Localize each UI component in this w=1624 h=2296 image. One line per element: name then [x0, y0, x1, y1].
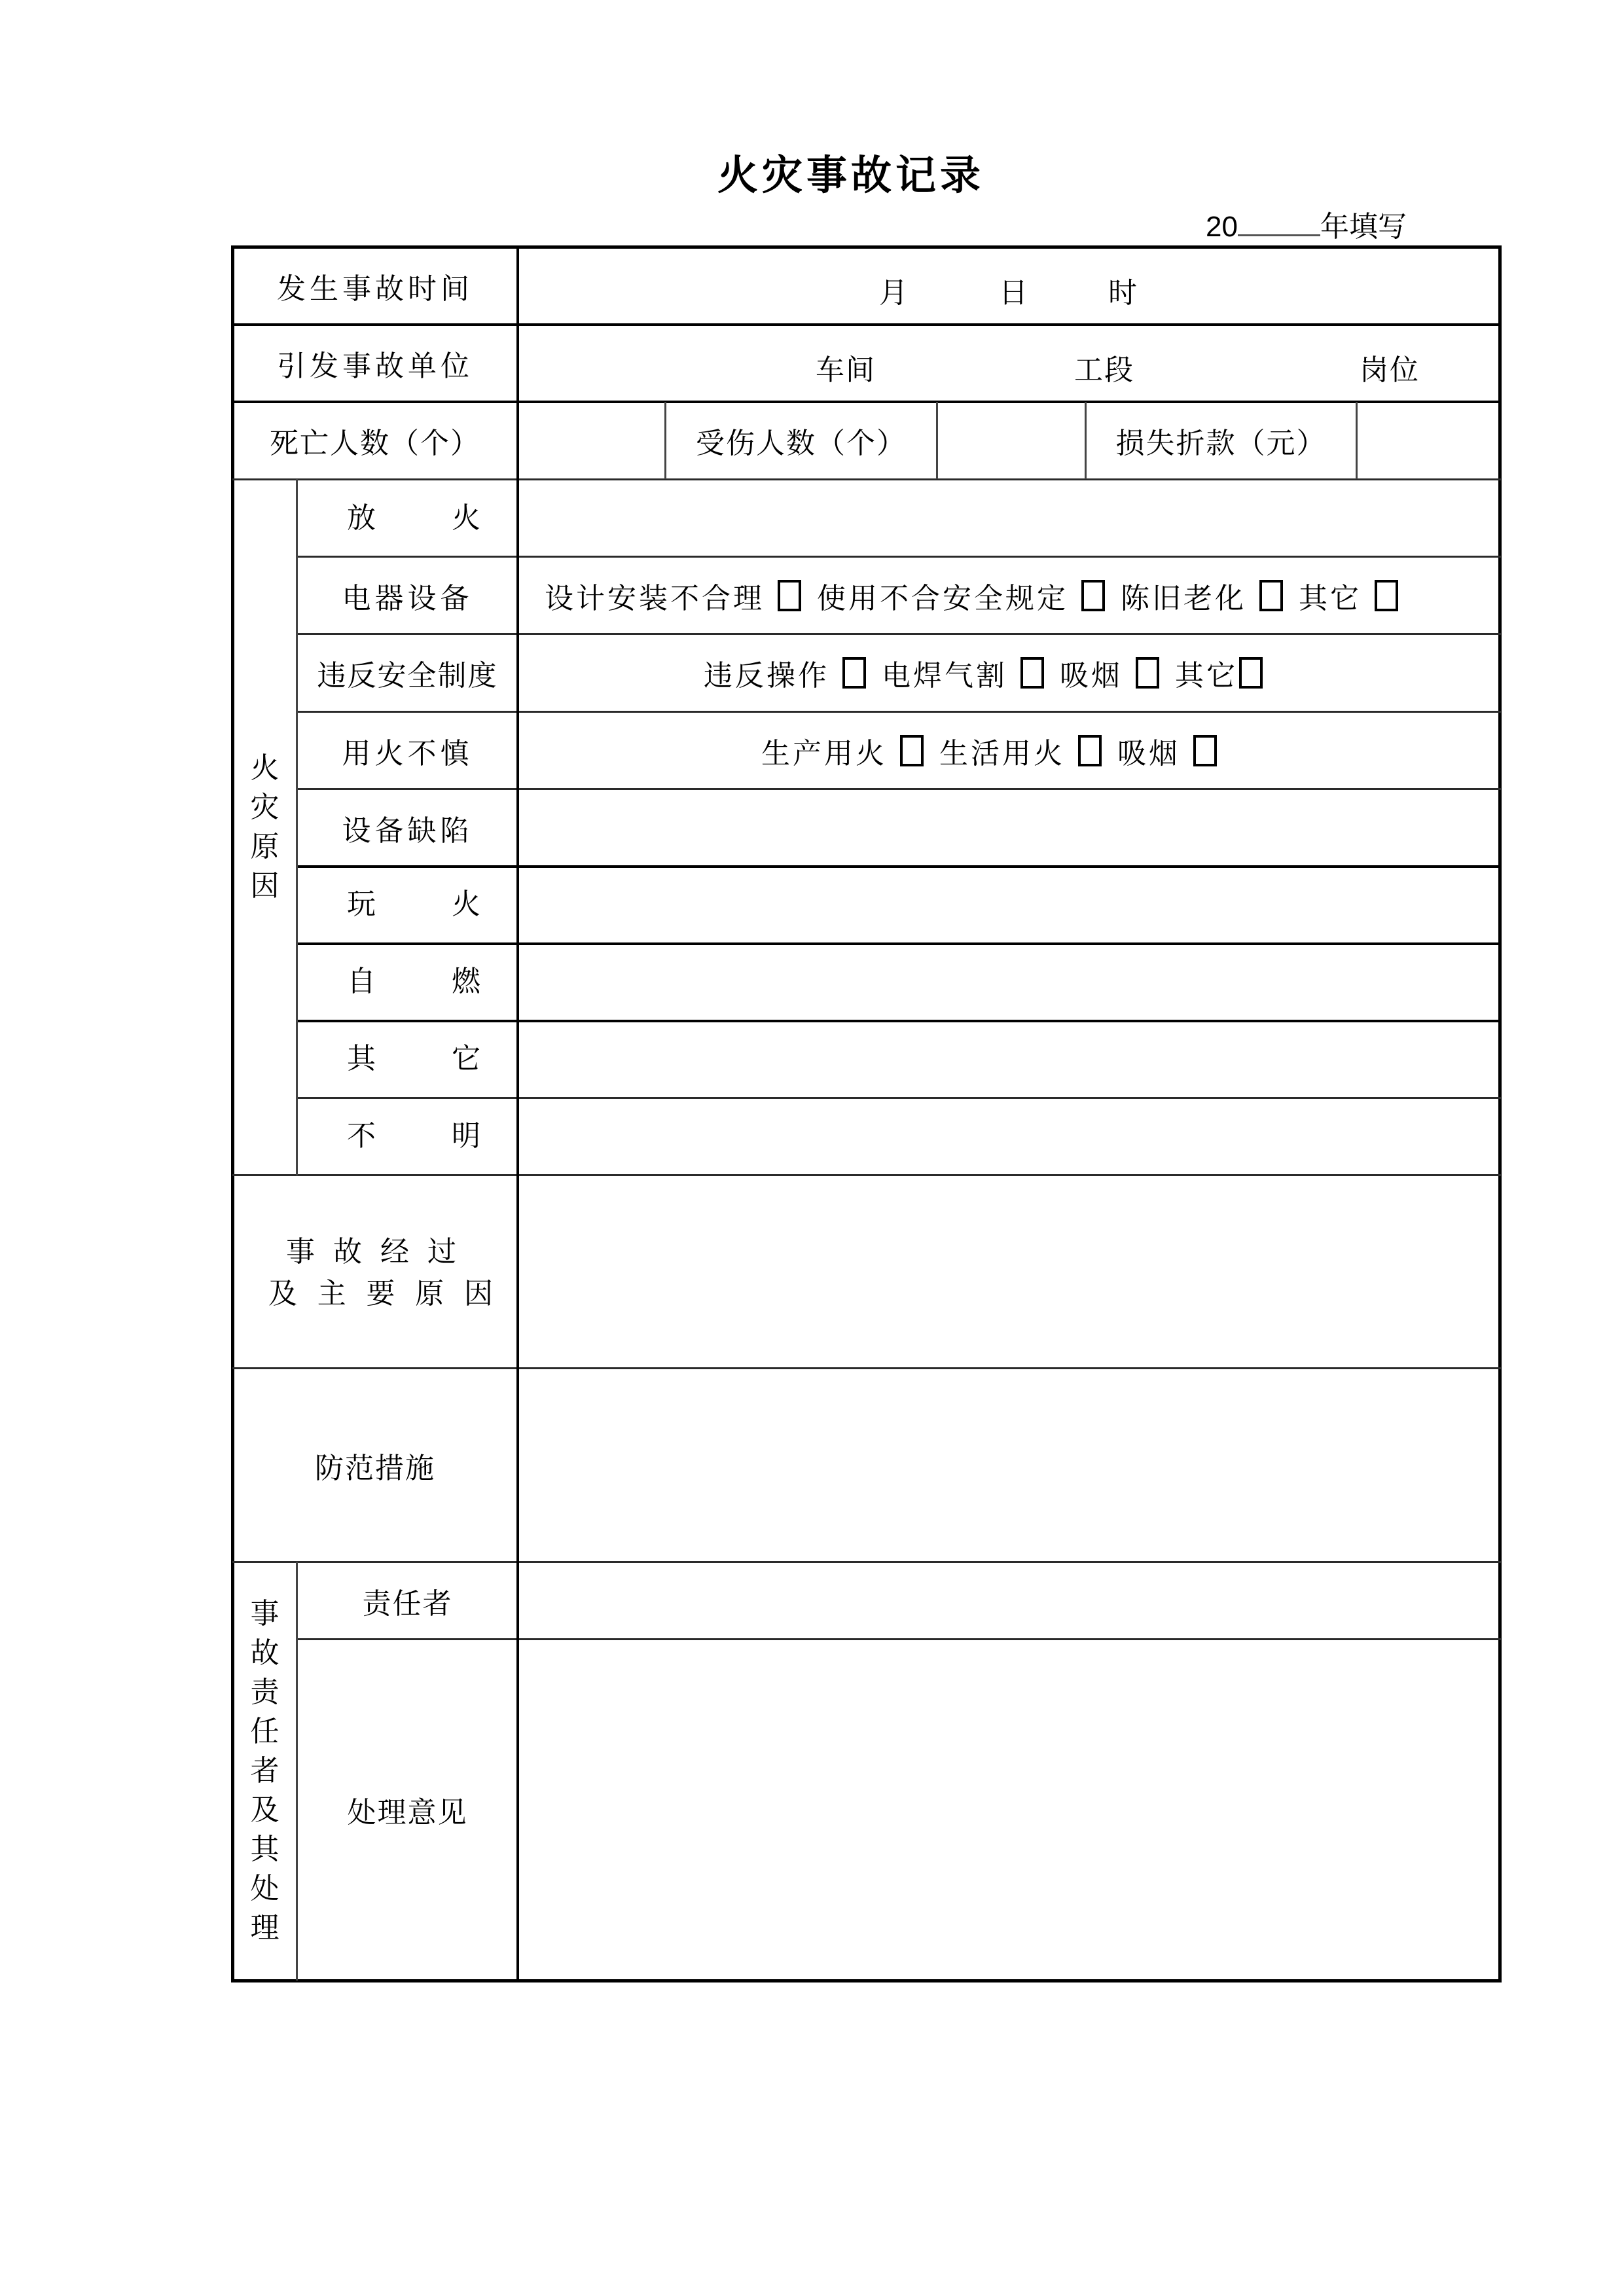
- responsible-person-field[interactable]: [519, 1563, 1498, 1638]
- checkbox[interactable]: [778, 580, 801, 611]
- col-line: [296, 1562, 298, 1981]
- option-item: [817, 575, 1105, 617]
- cause-label-b: 明: [452, 1119, 480, 1153]
- responsibility-group-label: [234, 1563, 296, 1979]
- responsibility-char: 处: [250, 1872, 280, 1905]
- option-label: 使用不合安全规定: [817, 581, 1068, 615]
- cause-other-label: [347, 1039, 480, 1079]
- unit-workshop: 车间: [816, 353, 876, 387]
- checkbox[interactable]: [900, 735, 924, 766]
- cause-violation-label: 违反安全制度: [317, 659, 498, 692]
- option-label: 生活用火: [939, 736, 1065, 770]
- loss-input[interactable]: [1358, 403, 1498, 478]
- cause-label-b: 燃: [452, 965, 480, 998]
- unit-post: 岗位: [1360, 353, 1420, 387]
- cause-violation-options: [704, 635, 1263, 711]
- responsibility-char: 任: [250, 1715, 280, 1748]
- cause-spontaneous-label: [347, 962, 480, 1001]
- cause-careless-label: 用火不慎: [342, 736, 473, 770]
- process-label-line2: [268, 1274, 493, 1314]
- option-item: [1121, 575, 1283, 617]
- fire-cause-char: 原: [250, 830, 280, 863]
- checkbox[interactable]: [1078, 735, 1102, 766]
- cause-unknown-field[interactable]: [519, 1099, 1498, 1174]
- option-label: 吸烟: [1060, 659, 1123, 692]
- handling-opinion-label: 处理意见: [347, 1796, 468, 1829]
- cause-label-a: 不: [347, 1119, 376, 1153]
- option-label: 其它: [1299, 581, 1362, 615]
- checkbox[interactable]: [1020, 657, 1044, 689]
- checkbox[interactable]: [1259, 580, 1283, 611]
- cause-careless-options: [761, 713, 1217, 788]
- time-day: 日: [999, 276, 1028, 310]
- deaths-input[interactable]: [519, 403, 664, 478]
- cause-label-b: 火: [452, 888, 480, 921]
- responsibility-char: 者: [250, 1754, 280, 1787]
- unit-field[interactable]: [519, 325, 1498, 401]
- option-label: 吸烟: [1117, 736, 1180, 770]
- fill-year-suffix: 年填写: [1320, 210, 1407, 243]
- col-line: [296, 479, 298, 1175]
- responsibility-char: 及: [250, 1793, 280, 1827]
- deaths-label: 死亡人数（个）: [270, 427, 480, 460]
- responsible-person-label: 责任者: [362, 1587, 453, 1621]
- cause-other-field[interactable]: [519, 1022, 1498, 1097]
- process-char: 因: [464, 1277, 493, 1310]
- fill-year-blank[interactable]: [1238, 208, 1320, 236]
- option-item: [545, 575, 801, 617]
- checkbox[interactable]: [1239, 657, 1263, 689]
- fill-year-prefix: 20: [1206, 211, 1238, 243]
- option-item: [1175, 652, 1263, 694]
- option-label: 违反操作: [704, 659, 829, 692]
- checkbox[interactable]: [842, 657, 866, 689]
- option-item: [1117, 730, 1217, 772]
- cause-electrical-label: 电器设备: [342, 581, 473, 615]
- responsibility-char: 责: [250, 1676, 280, 1709]
- cause-label-a: 玩: [347, 888, 376, 921]
- prevention-label: 防范措施: [315, 1451, 435, 1485]
- process-char: 事: [286, 1235, 315, 1268]
- cause-arson-label: [347, 499, 480, 538]
- cause-defect-field[interactable]: [519, 790, 1498, 865]
- injured-label: 受伤人数（个）: [696, 427, 907, 460]
- process-char: 故: [333, 1235, 362, 1268]
- option-item: [939, 730, 1102, 772]
- option-item: [761, 730, 924, 772]
- fire-cause-char: 火: [250, 751, 280, 785]
- option-label: 电焊气割: [882, 659, 1007, 692]
- time-month: 月: [879, 276, 908, 310]
- fill-year: [1206, 208, 1407, 245]
- cause-label-a: 其: [347, 1042, 376, 1075]
- responsibility-char: 其: [250, 1833, 280, 1866]
- cause-play-field[interactable]: [519, 867, 1498, 942]
- process-char: 及: [268, 1277, 297, 1310]
- time-label: 发生事故时间: [277, 272, 473, 306]
- cause-label-b: 火: [452, 501, 480, 535]
- process-char: 原: [415, 1277, 444, 1310]
- fire-cause-group-label: [234, 480, 296, 1174]
- prevention-field[interactable]: [519, 1369, 1498, 1561]
- cause-electrical-options: [545, 558, 1398, 633]
- process-char: 过: [427, 1235, 456, 1268]
- responsibility-char: 事: [250, 1597, 280, 1630]
- page-title: 火灾事故记录: [717, 151, 984, 199]
- cause-label-a: 自: [347, 965, 376, 998]
- process-char: 要: [366, 1277, 395, 1310]
- cause-spontaneous-field[interactable]: [519, 944, 1498, 1020]
- option-item: [704, 652, 866, 694]
- option-label: 陈旧老化: [1121, 581, 1246, 615]
- table-border-right: [1498, 245, 1502, 1982]
- unit-section: 工段: [1074, 353, 1134, 387]
- loss-label: 损失折款（元）: [1115, 427, 1327, 460]
- option-label: 生产用火: [761, 736, 887, 770]
- time-field[interactable]: [519, 248, 1498, 324]
- option-item: [1060, 652, 1159, 694]
- cause-arson-field[interactable]: [519, 480, 1498, 556]
- cause-label-a: 放: [347, 501, 376, 535]
- handling-opinion-field[interactable]: [519, 1640, 1498, 1979]
- checkbox[interactable]: [1375, 580, 1398, 611]
- checkbox[interactable]: [1136, 657, 1159, 689]
- process-field[interactable]: [519, 1176, 1498, 1367]
- option-label: 其它: [1175, 659, 1238, 692]
- table-border-bottom: [232, 1979, 1501, 1982]
- responsibility-char: 理: [250, 1911, 280, 1945]
- unit-label: 引发事故单位: [277, 350, 473, 383]
- option-item: [882, 652, 1044, 694]
- process-label-line1: [286, 1232, 456, 1272]
- injured-input[interactable]: [938, 403, 1085, 478]
- cause-play-label: [347, 885, 480, 924]
- option-label: 设计安装不合理: [545, 581, 765, 615]
- time-hour: 时: [1108, 276, 1137, 310]
- checkbox[interactable]: [1081, 580, 1105, 611]
- cause-defect-label: 设备缺陷: [342, 814, 473, 848]
- cause-label-b: 它: [452, 1042, 480, 1075]
- cause-unknown-label: [347, 1117, 480, 1156]
- fire-cause-char: 灾: [250, 791, 280, 824]
- process-char: 经: [380, 1235, 409, 1268]
- process-char: 主: [317, 1277, 346, 1310]
- checkbox[interactable]: [1193, 735, 1217, 766]
- fire-cause-char: 因: [250, 869, 280, 903]
- option-item: [1299, 575, 1398, 617]
- responsibility-char: 故: [250, 1636, 280, 1670]
- process-label: [234, 1176, 516, 1367]
